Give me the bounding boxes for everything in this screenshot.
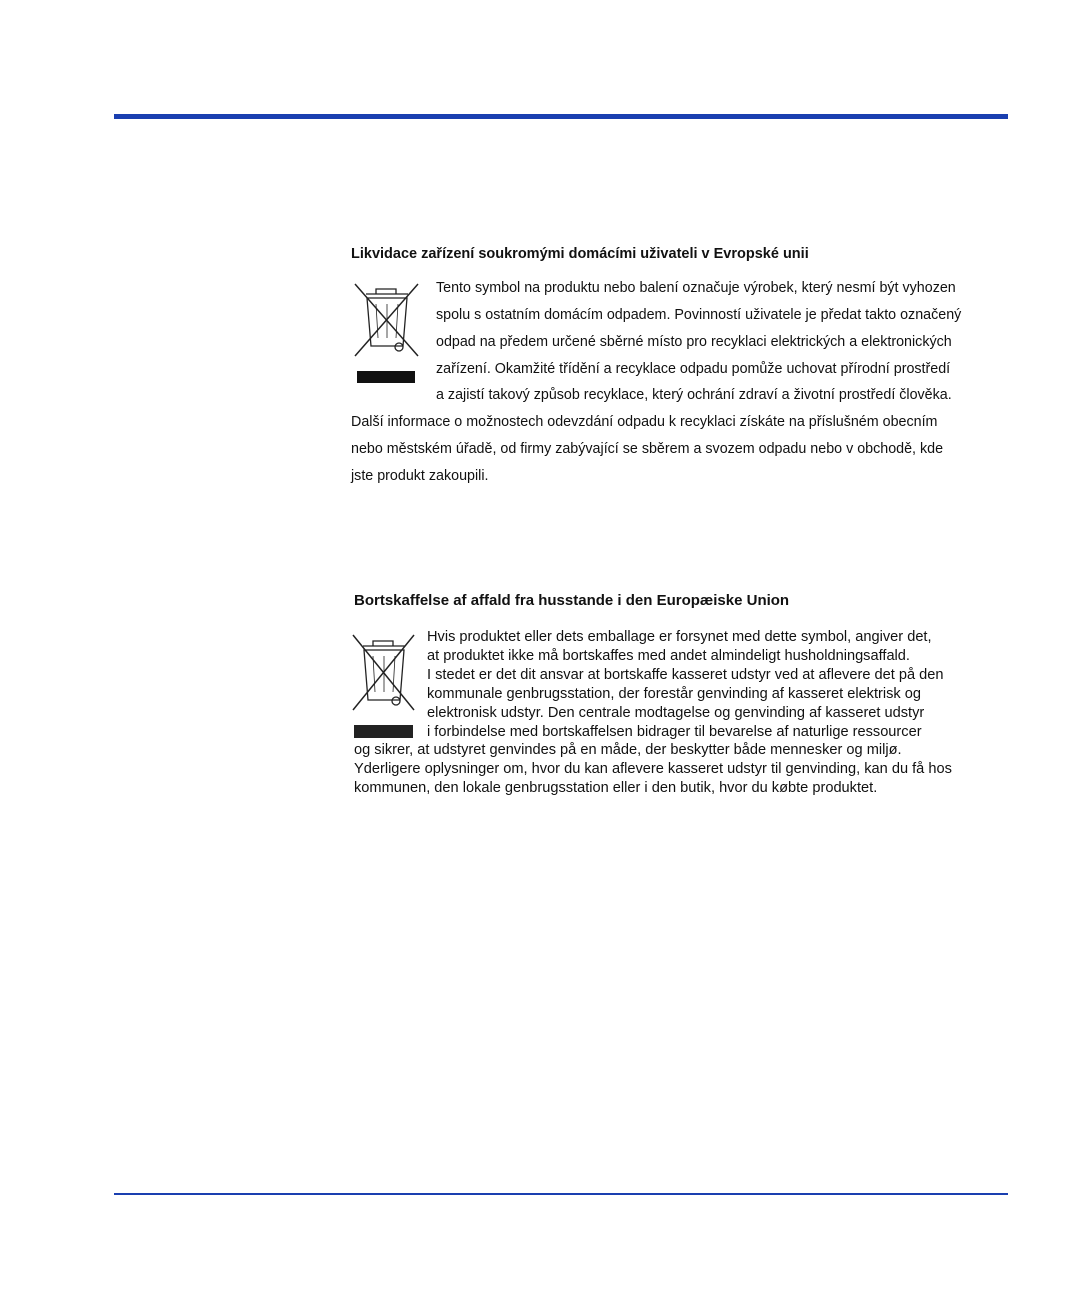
danish-heading: Bortskaffelse af affald fra husstande i den Europæiske Union (354, 592, 790, 609)
footer-rule (114, 1193, 1008, 1195)
czech-text-line: nebo městském úřadě, od firmy zabývající se sběrem a svozem odpadu nebo v obchodě, kde (351, 441, 944, 457)
czech-text-line: odpad na předem určené sběrné místo pro recyklaci elektrických a elektronických (436, 334, 952, 350)
czech-text-line: jste produkt zakoupili. (351, 468, 489, 484)
czech-text-line: zařízení. Okamžité třídění a recyklace odpadu pomůže uchovat přírodní prostředí (436, 361, 951, 377)
header-rule (114, 114, 1008, 119)
czech-text-line: a zajistí takový způsob recyklace, který ochrání zdraví a životní prostředí člověka. (436, 387, 952, 403)
czech-text-line: Další informace o možnostech odevzdání odpadu k recyklaci získáte na příslušném obecním (351, 414, 938, 430)
danish-text-line: Hvis produktet eller dets emballage er forsynet med dette symbol, angiver det, (427, 629, 932, 645)
danish-text-line: i forbindelse med bortskaffelsen bidrager til bevarelse af naturlige ressourcer (427, 724, 922, 740)
crossed-out-wheelie-bin-icon (352, 280, 422, 388)
crossed-out-wheelie-bin-icon (350, 630, 418, 742)
danish-text-line: at produktet ikke må bortskaffes med andet almindeligt husholdningsaffald. (427, 648, 910, 664)
czech-text-line: spolu s ostatním domácím odpadem. Povinností uživatele je předat takto označený (436, 307, 962, 323)
danish-text-line: Yderligere oplysninger om, hvor du kan aflevere kasseret udstyr til genvinding, kan du få hos (354, 761, 952, 777)
danish-text-line: elektronisk udstyr. Den centrale modtagelse og genvinding af kasseret udstyr (427, 705, 925, 721)
czech-heading: Likvidace zařízení soukromými domácími uživateli v Evropské unii (351, 246, 809, 262)
danish-text-line: kommunale genbrugsstation, der forestår genvinding af kasseret elektrisk og (427, 686, 922, 702)
danish-text-line: kommunen, den lokale genbrugsstation eller i den butik, hvor du købte produktet. (354, 780, 878, 796)
danish-text-line: I stedet er det dit ansvar at bortskaffe kasseret udstyr ved at aflevere det på den (427, 667, 944, 683)
czech-text-line: Tento symbol na produktu nebo balení označuje výrobek, který nesmí být vyhozen (436, 280, 956, 296)
danish-text-line: og sikrer, at udstyret genvindes på en måde, der beskytter både mennesker og miljø. (354, 742, 902, 758)
